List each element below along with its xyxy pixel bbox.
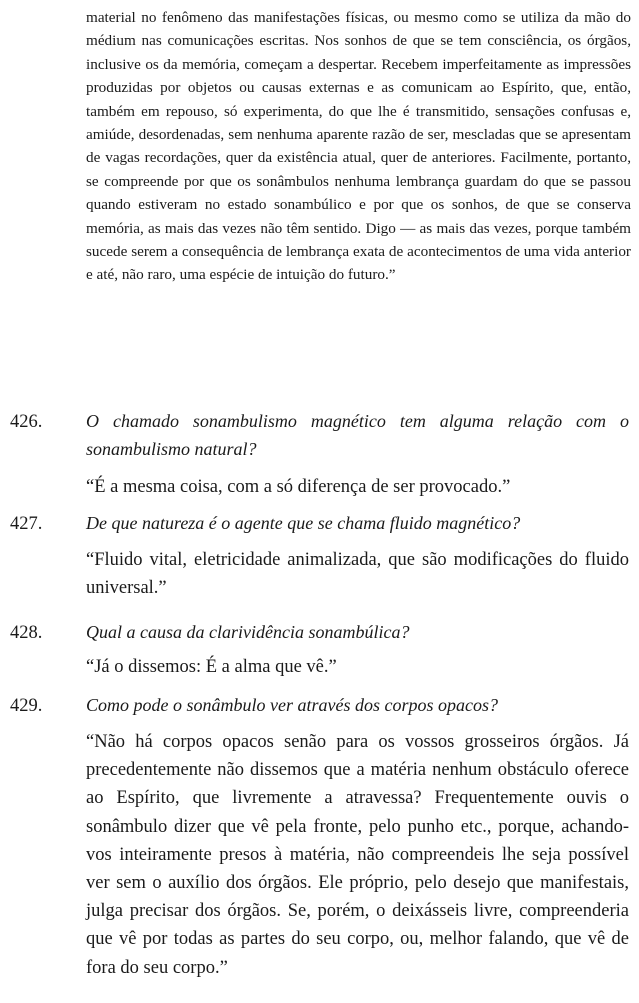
question-text: O chamado sonambulismo magnético tem alguma relação com o sonambulismo natural? bbox=[86, 411, 629, 459]
question-text: Como pode o sonâmbulo ver através dos corpos opacos? bbox=[86, 695, 498, 715]
answer-text: “Já o dissemos: É a alma que vê.” bbox=[86, 657, 337, 677]
question-number: 428. bbox=[10, 623, 43, 643]
question-text: Qual a causa da clarividência sonambúlica? bbox=[86, 622, 410, 642]
question-number: 427. bbox=[10, 514, 43, 534]
answer-text: “É a mesma coisa, com a só diferença de ser provocado.” bbox=[86, 477, 511, 497]
question-number: 426. bbox=[10, 412, 43, 432]
answer-text: “Fluido vital, eletricidade animalizada, que são modificações do fluido universal.” bbox=[86, 550, 629, 599]
question-number: 429. bbox=[10, 696, 43, 716]
question-text: De que natureza é o agente que se chama fluido magnético? bbox=[86, 513, 521, 533]
intro-paragraph: material no fenômeno das manifestações físicas, ou mesmo como se utiliza da mão do médium nas comunicações escritas. Nos sonhos de que se tem consciência, os órgãos, inclusive os da memória, começam a despertar. Recebem imperfeitamente as impressões produzidas por objetos ou causas externas e as comunicam ao Espírito, que, então, também em repouso, só experimenta, do que lhe é transmitido, sensações confusas e, amiúde, desordenadas, sem nenhuma aparente razão de ser, mescladas que se apresentam de vagas recordações, quer da existência atual, quer de anteriores. Facilmente, portanto, se compreende por que os sonâmbulos nenhuma lembrança guardam do que se passou quando estiveram no estado sonambúlico e por que os sonhos, de que se conserva memória, as mais das vezes não têm sentido. Digo — as mais das vezes, porque também sucede serem a consequência de lembrança exata de acontecimentos de uma vida anterior e até, não raro, uma espécie de intuição do futuro.” bbox=[86, 9, 631, 284]
answer-text: “Não há corpos opacos senão para os vossos grosseiros órgãos. Já precedentemente não dissemos que a matéria nenhum obstáculo oferece ao Espírito, que livremente a atravessa? Frequentemente ouvis o sonâmbulo dizer que vê pela fronte, pelo punho etc., porque, achando-vos inteiramente presos à matéria, não compreendeis lhe seja possível ver sem o auxílio dos órgãos. Ele próprio, pelo desejo que manifestais, julga precisar dos órgãos. Se, porém, o deixásseis livre, compreenderia que vê por todas as partes do seu corpo, ou, melhor falando, que vê de fora do seu corpo.” bbox=[86, 732, 629, 978]
